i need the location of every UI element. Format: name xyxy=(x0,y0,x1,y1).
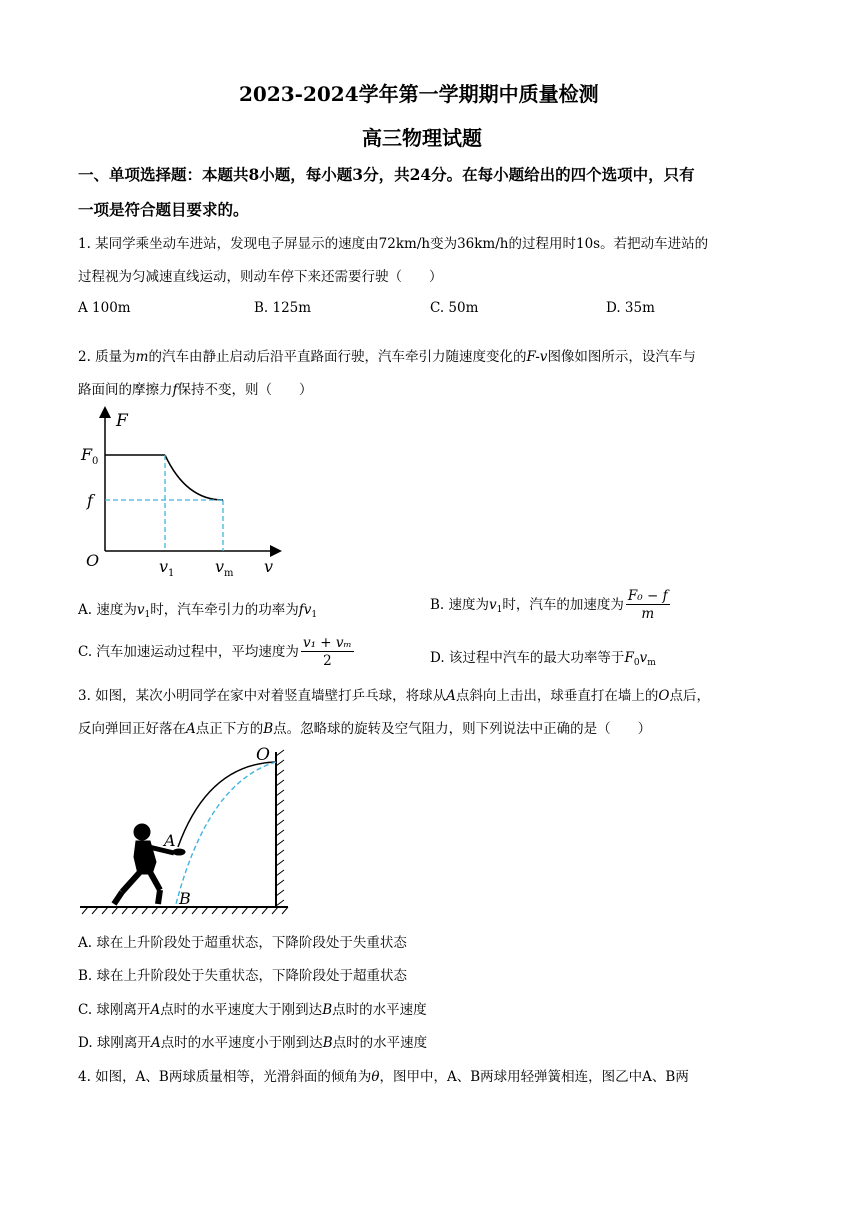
q2-option-b-fraction: $\frac{\text{F₀ − f}}{m}$ xyxy=(627,588,668,622)
wall-hatching xyxy=(276,750,284,906)
q3-option-b: B. 球在上升阶段处于失重状态，下降阶段处于超重状态 xyxy=(78,968,408,984)
label-B: B xyxy=(179,889,191,908)
label-vm: v xyxy=(215,557,225,576)
q1-option-b: B. 125m xyxy=(254,300,312,316)
q2-option-c-fraction: $\frac{\text{v₁ + vₘ}}{2}$ xyxy=(302,635,352,669)
ground-hatching xyxy=(82,907,288,914)
exam-title: 2023-2024学年第一学期期中质量检测 xyxy=(239,82,599,106)
q1-option-c: C. 50m xyxy=(430,300,479,316)
q2-option-c: C. 汽车加速运动过程中，平均速度为 $\frac{\text{v₁ + vₘ}}{2}$ xyxy=(78,635,352,669)
label-vm-sub: m xyxy=(224,568,234,579)
question-4-line1: 4. 如图，A、B两球质量相等，光滑斜面的倾角为θ，图甲中，A、B两球用轻弹簧相连，图乙中A、B两 xyxy=(78,1069,689,1085)
q3-option-d: D. 球刚离开A点时的水平速度小于刚到达B点时的水平速度 xyxy=(78,1035,428,1051)
q1-option-a: A 100m xyxy=(78,300,131,316)
section-heading-line1: 一、单项选择题：本题共8小题，每小题3分，共24分。在每小题给出的四个选项中，只有 xyxy=(78,165,695,184)
axis-label-F: F xyxy=(116,411,128,431)
f-v-graph xyxy=(78,404,288,584)
q2-option-b: B. 速度为$v_1$时，汽车的加速度为 $\frac{\text{F₀ − f}}{m}$ xyxy=(430,588,668,622)
question-2-line2: 路面间的摩擦力f保持不变，则（ ） xyxy=(78,382,313,398)
question-3-line2: 反向弹回正好落在A点正下方的B点。忽略球的旋转及空气阻力，则下列说法中正确的是（ ） xyxy=(78,721,652,737)
label-f: f xyxy=(87,491,93,510)
question-1-line2: 过程视为匀减速直线运动，则动车停下来还需要行驶（ ） xyxy=(78,269,443,285)
question-2-line1: 2. 质量为m的汽车由静止启动后沿平直路面行驶，汽车牵引力随速度变化的F-v图像如图所示，设汽车与 xyxy=(78,349,696,365)
q1-option-d: D. 35m xyxy=(606,300,655,316)
label-F0-sub: 0 xyxy=(92,456,99,467)
q3-option-c: C. 球刚离开A点时的水平速度大于刚到达B点时的水平速度 xyxy=(78,1002,427,1018)
q2-option-a: A. 速度为$v_1$时，汽车牵引力的功率为$fv_1$ xyxy=(78,602,318,620)
exam-subtitle: 高三物理试题 xyxy=(362,126,482,150)
label-F0: F xyxy=(81,445,93,464)
question-1-line1: 1. 某同学乘坐动车进站，发现电子屏显示的速度由72km/h变为36km/h的过程用时10s。若把动车进站的 xyxy=(78,236,709,252)
label-A: A xyxy=(164,831,176,850)
section-heading-line2: 一项是符合题目要求的。 xyxy=(78,200,249,219)
axis-label-v: v xyxy=(264,557,274,576)
origin-label: O xyxy=(86,551,100,570)
question-3-line1: 3. 如图，某次小明同学在家中对着竖直墙壁打乒乓球，将球从A点斜向上击出，球垂直打在墙上的O点后， xyxy=(78,688,710,704)
q2-option-d: D. 该过程中汽车的最大功率等于$F_0v_m$ xyxy=(430,650,656,668)
f-curve xyxy=(165,455,223,500)
label-v1: v xyxy=(159,557,169,576)
return-trajectory xyxy=(176,762,276,904)
label-v1-sub: 1 xyxy=(168,568,175,579)
q3-option-a: A. 球在上升阶段处于超重状态，下降阶段处于失重状态 xyxy=(78,935,407,951)
ping-pong-figure xyxy=(78,742,298,917)
label-O: O xyxy=(256,745,270,765)
outgoing-trajectory xyxy=(178,762,276,847)
